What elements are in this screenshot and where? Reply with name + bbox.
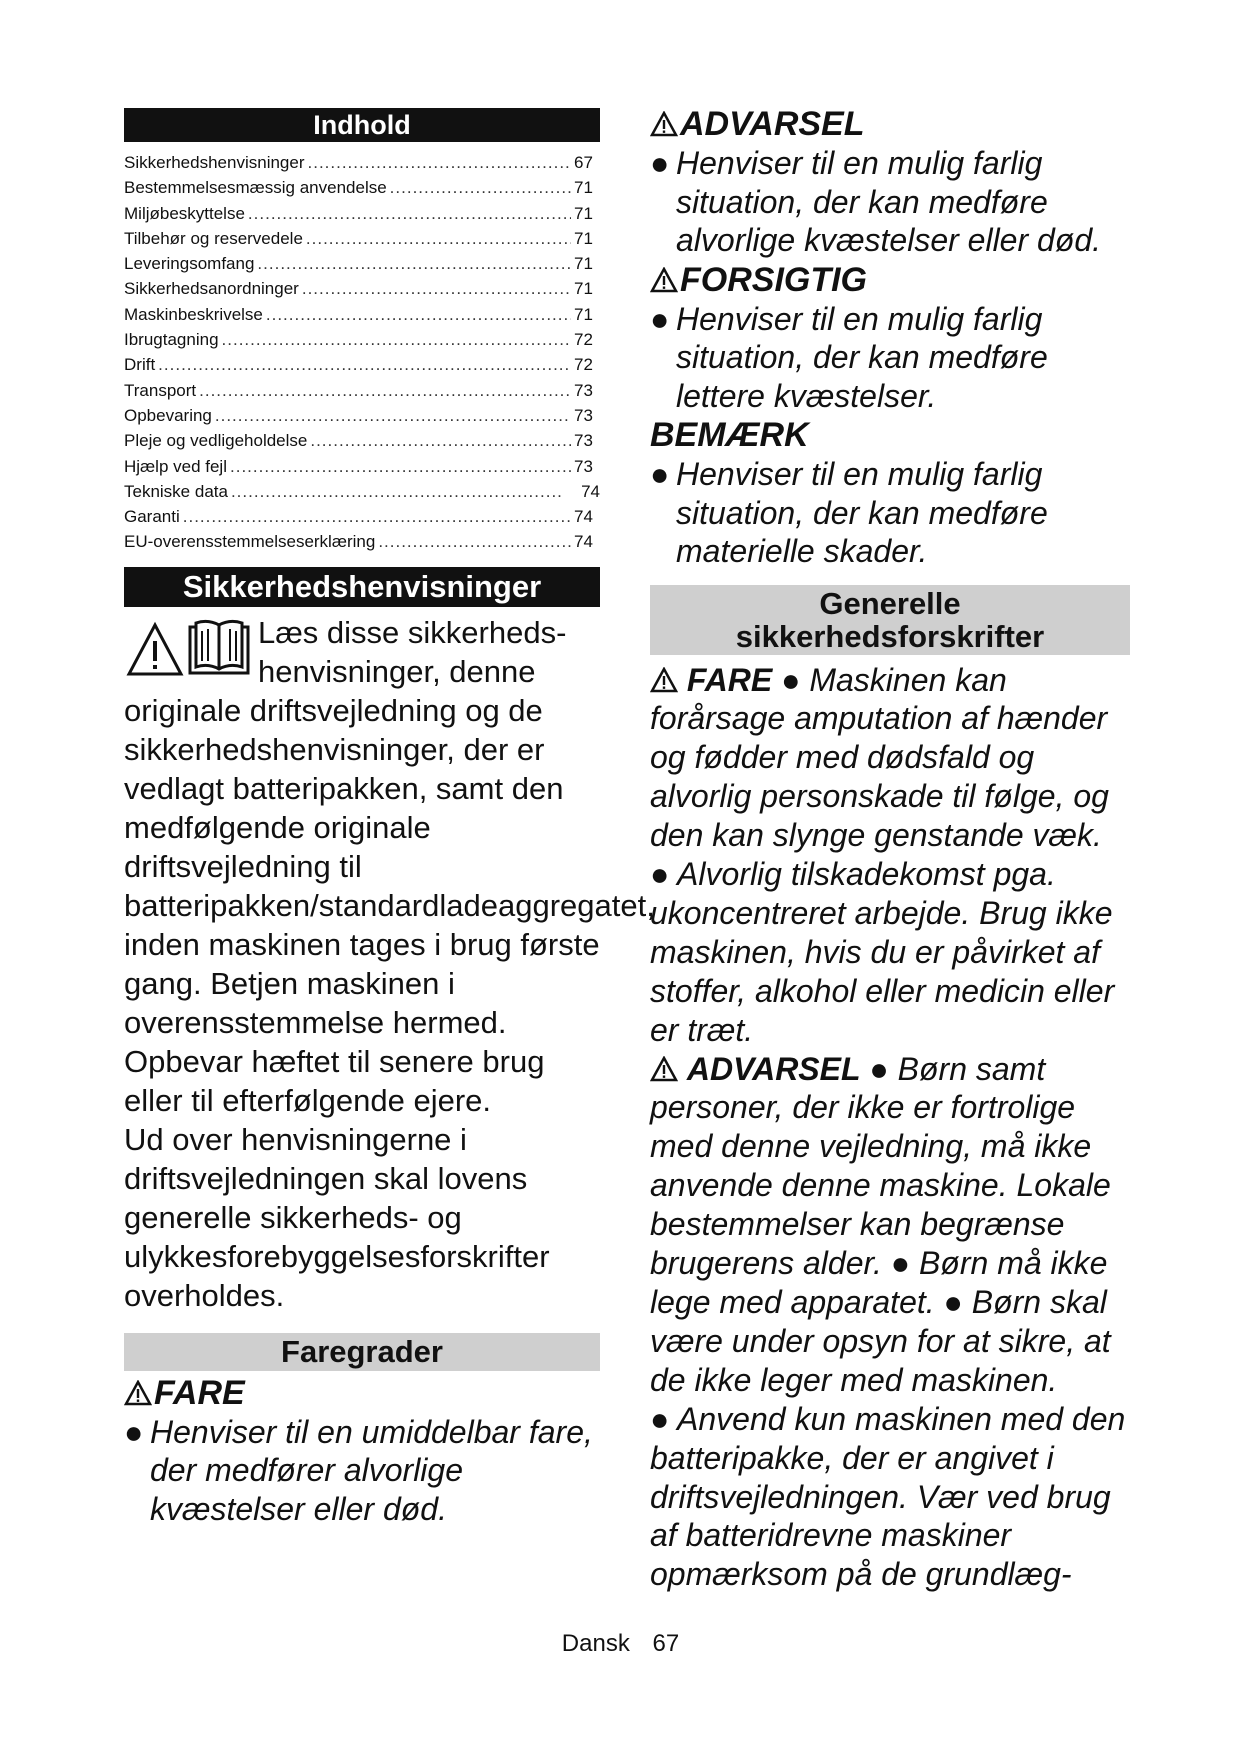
toc-entry-page: 74 bbox=[581, 481, 600, 501]
general-advarsel-paragraph: ADVARSEL ● Børn samt personer, der ikke er fortrolige med denne vejledning, må ikke anvende denne maskine. Lokale bestemmelser kan begrænse brugerens alder. ● Børn må ikke lege med apparatet. ● Børn skal være under opsyn for at sikre, at de ikke leger med maskinen. bbox=[650, 1050, 1111, 1398]
toc-leader-dots bbox=[222, 327, 571, 352]
toc-entry bbox=[124, 201, 600, 226]
paragraph-2: Ud over henvisningerne i driftsvejledningen skal lovens generelle sikkerheds- og ulykkesforebyggelsesforskrifter overholdes. bbox=[124, 1121, 550, 1313]
signal-word-fare: FARE bbox=[124, 1373, 600, 1413]
intro-line-1: Læs disse sikkerheds- bbox=[258, 614, 567, 650]
toc-entry bbox=[124, 226, 600, 251]
toc-entry-title: Leveringsomfang bbox=[124, 254, 255, 274]
toc-entry-page: 74 bbox=[574, 532, 593, 552]
hazard-levels-heading: Faregrader bbox=[124, 1333, 600, 1371]
safety-heading: Sikkerhedshenvisninger bbox=[124, 567, 600, 607]
toc-entry-page: 72 bbox=[574, 355, 593, 375]
toc-leader-dots bbox=[230, 454, 571, 479]
warning-triangle-icon bbox=[124, 1380, 152, 1406]
signal-word-bemaerk: BEMÆRK bbox=[650, 416, 809, 454]
safety-icons bbox=[124, 613, 254, 685]
toc-entry bbox=[124, 327, 600, 352]
toc-entry bbox=[124, 378, 600, 403]
intro-paragraph: originale driftsvejledning og de sikkerhedshenvisninger, der er vedlagt batteripakken, samt den medfølgende originale driftsvejledning til batteripakken/standardladeaggregatet, inden maskinen tages i brug første gang. Betjen maskinen i overensstemmelse hermed. Opbevar hæftet til senere brug eller til efterfølgende ejere. bbox=[124, 692, 655, 1118]
toc-entry-page: 71 bbox=[574, 178, 593, 198]
toc-entry-page: 73 bbox=[574, 405, 593, 425]
toc-entry bbox=[124, 529, 600, 554]
hazard-forsigtig bbox=[650, 260, 1130, 416]
intro-line-2: henvisninger, denne bbox=[258, 653, 536, 689]
toc-leader-dots bbox=[310, 428, 571, 453]
toc-heading: Indhold bbox=[124, 108, 600, 142]
toc-entry-page: 74 bbox=[574, 507, 593, 527]
signal-word-forsigtig: FORSIGTIG bbox=[650, 260, 1130, 300]
toc-leader-dots bbox=[378, 529, 571, 554]
toc-entry-page: 71 bbox=[574, 279, 593, 299]
toc-entry bbox=[124, 403, 600, 428]
toc-entry-page: 71 bbox=[574, 203, 593, 223]
toc-leader-dots bbox=[390, 175, 571, 200]
toc-leader-dots bbox=[183, 504, 571, 529]
toc-entry bbox=[124, 276, 600, 301]
toc-leader-dots bbox=[257, 251, 571, 276]
toc-entry-title: EU-overensstemmelseserklæring bbox=[124, 532, 376, 552]
toc-leader-dots bbox=[215, 403, 571, 428]
toc-entry-title: Opbevaring bbox=[124, 405, 212, 425]
warning-triangle-icon bbox=[126, 621, 184, 679]
toc-entry bbox=[124, 251, 600, 276]
advarsel-description: ● Henviser til en mulig farlig situation, der kan medføre alvorlige kvæstelser eller død. bbox=[650, 145, 1102, 258]
toc-entry-title: Sikkerhedshenvisninger bbox=[124, 153, 305, 172]
toc-entry-title: Maskinbeskrivelse bbox=[124, 304, 263, 324]
toc-entry-title: Bestemmelsesmæssig anvendelse bbox=[124, 178, 387, 198]
toc-entry-page: 71 bbox=[574, 304, 593, 324]
hazard-fare bbox=[124, 1373, 600, 1529]
manual-book-icon bbox=[188, 617, 250, 677]
toc-entry-title: Tilbehør og reservedele bbox=[124, 228, 303, 248]
toc-entry bbox=[124, 302, 600, 327]
bemaerk-description: ● Henviser til en mulig farlig situation, der kan medføre materielle skader. bbox=[650, 456, 1048, 569]
toc-entry-page: 71 bbox=[574, 254, 593, 274]
toc-entry-title: Pleje og vedligeholdelse bbox=[124, 431, 308, 451]
toc-entry-title: Tekniske data bbox=[124, 481, 228, 501]
toc-leader-dots bbox=[231, 479, 561, 504]
general-fare-paragraph: FARE ● Maskinen kan forårsage amputation af hænder og fødder med dødsfald og alvorlig personskade til følge, og den kan slynge genstande væk. bbox=[650, 661, 1109, 854]
toc-leader-dots bbox=[158, 352, 571, 377]
toc-entry bbox=[124, 428, 600, 453]
toc-entry bbox=[124, 175, 600, 200]
safety-intro bbox=[124, 613, 655, 1120]
right-column bbox=[650, 104, 1130, 1594]
left-column bbox=[124, 108, 655, 1528]
general-safety-heading: Generelle sikkerhedsforskrifter bbox=[650, 585, 1130, 655]
toc-entry-title: Transport bbox=[124, 380, 197, 400]
fare-description: ● Henviser til en umiddelbar fare, der medfører alvorlige kvæstelser eller død. bbox=[124, 1413, 593, 1527]
toc-entry bbox=[124, 454, 600, 479]
general-battery-paragraph: ● Anvend kun maskinen med den batteripakke, der er angivet i driftsvejledningen. Vær ved brug af batteridrevne maskiner opmærksom på de grundlæg- bbox=[650, 1400, 1126, 1593]
hazard-bemaerk bbox=[650, 415, 1130, 571]
forsigtig-description: ● Henviser til en mulig farlig situation, der kan medføre lettere kvæstelser. bbox=[650, 300, 1048, 414]
toc-entry-page: 73 bbox=[574, 456, 593, 476]
toc-entry bbox=[124, 479, 600, 504]
toc-leader-dots bbox=[308, 150, 572, 175]
toc-entry-title: Ibrugtagning bbox=[124, 330, 219, 350]
toc-leader-dots bbox=[266, 302, 571, 327]
toc-leader-dots bbox=[248, 201, 571, 226]
toc-entry-page: 73 bbox=[574, 380, 593, 400]
signal-word-advarsel: ADVARSEL bbox=[650, 104, 1130, 144]
footer-page-number: 67 bbox=[652, 1630, 680, 1657]
table-of-contents bbox=[124, 150, 600, 555]
warning-triangle-icon bbox=[650, 111, 678, 137]
toc-entry-title: Hjælp ved fejl bbox=[124, 456, 227, 476]
toc-entry-title: Sikkerhedsanordninger bbox=[124, 279, 299, 299]
warning-triangle-icon bbox=[650, 1056, 678, 1082]
toc-entry-page: 67 bbox=[574, 153, 593, 172]
toc-entry-title: Drift bbox=[124, 355, 156, 375]
page-footer bbox=[0, 1630, 1241, 1658]
warning-triangle-icon bbox=[650, 667, 678, 693]
toc-entry bbox=[124, 150, 600, 175]
toc-leader-dots bbox=[306, 226, 571, 251]
toc-leader-dots bbox=[199, 378, 571, 403]
footer-language: Dansk bbox=[561, 1630, 630, 1657]
toc-entry-page: 73 bbox=[574, 431, 593, 451]
toc-entry-title: Garanti bbox=[124, 507, 180, 527]
warning-triangle-icon bbox=[650, 267, 678, 293]
hazard-advarsel bbox=[650, 104, 1130, 260]
toc-entry-page: 72 bbox=[574, 330, 593, 350]
toc-entry bbox=[124, 352, 600, 377]
general-concentration-paragraph: ● Alvorlig tilskadekomst pga. ukoncentreret arbejde. Brug ikke maskinen, hvis du er påvirket af stoffer, alkohol eller medicin eller er træt. bbox=[650, 856, 1115, 1048]
toc-entry-title: Miljøbeskyttelse bbox=[124, 203, 245, 223]
toc-entry-page: 71 bbox=[574, 228, 593, 248]
toc-entry bbox=[124, 504, 600, 529]
toc-leader-dots bbox=[302, 276, 571, 301]
